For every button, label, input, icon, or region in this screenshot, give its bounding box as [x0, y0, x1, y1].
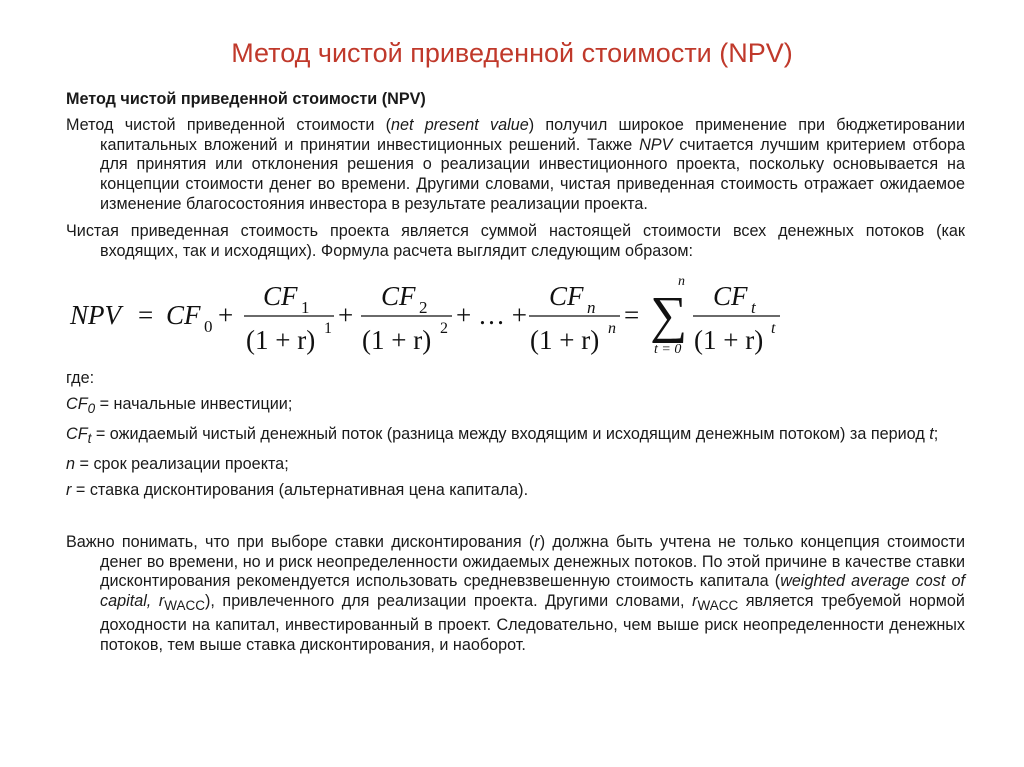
term-npv-english: net present value [391, 115, 529, 134]
npv-formula [66, 269, 965, 363]
symbol-r: r [692, 592, 698, 611]
exponent-t: t [771, 320, 776, 338]
cf0-symbol: CF [166, 300, 201, 331]
cf2-subscript: 2 [419, 298, 428, 318]
definition-text: ; [933, 425, 939, 444]
sum-upper-limit: n [678, 274, 685, 290]
symbol-t: t [929, 425, 934, 444]
symbol-r: r [534, 532, 540, 551]
sigma-icon: ∑ [650, 287, 688, 345]
content [66, 90, 965, 656]
denominator-2: (1 + r) [362, 325, 432, 356]
term-npv: NPV [639, 135, 673, 154]
definition-text: = срок реализации проекта; [75, 455, 289, 474]
where-label: где: [66, 369, 95, 388]
definition-text: = начальные инвестиции; [95, 395, 293, 414]
text-run: является требуемой нормой доходности на капитал, инвестированный в проект. Следовательно, чем выше риск неопределенности денежных потоков, тем выше ставка дисконтирования, и наоборот. [100, 592, 965, 655]
text-run: Важно понимать, что при выборе ставки дисконтирования ( [66, 532, 535, 551]
symbol-cf: CF [66, 425, 88, 444]
term-wacc-english: weighted average cost of capital, r [100, 572, 966, 611]
slide-title: Метод чистой приведенной стоимости (NPV) [231, 38, 793, 68]
cf0-subscript: 0 [204, 317, 213, 337]
symbol-n: n [66, 455, 76, 474]
cf1-numerator: CF [263, 281, 298, 312]
exponent-2: 2 [440, 320, 448, 338]
definition-text: = ставка дисконтирования (альтернативная цена капитала). [71, 481, 529, 500]
text-run: Метод чистой приведенной стоимости ( [66, 115, 392, 134]
definition-text: = ожидаемый чистый денежный поток (разница между входящим и исходящим денежным потоком) за период [91, 425, 930, 444]
definition-r [66, 481, 965, 501]
text-run: ) получил широкое применение при бюджетировании капитальных вложений и принятии инвестиционных решений. Также [100, 115, 965, 154]
denominator-n: (1 + r) [530, 325, 600, 356]
wacc-subscript: WACC [697, 598, 739, 614]
section-subtitle: Метод чистой приведенной стоимости (NPV) [66, 90, 426, 108]
cfn-subscript: n [587, 298, 596, 318]
wacc-subscript: WACC [164, 598, 205, 614]
text-run: ) должна быть учтена не только концепция стоимости денег во времени, но и риск неопределенности ожидаемых денежных потоков. По этой причине в качестве ставки дисконтирования рекомендуется использовать средневзвешенную стоимость капитала ( [100, 532, 965, 591]
exponent-n: n [608, 320, 616, 338]
paragraph-discount-rate [66, 533, 965, 656]
definition-cft [66, 425, 965, 449]
paragraph-intro [66, 116, 965, 215]
cf1-subscript: 1 [301, 298, 310, 318]
npv-symbol: NPV [70, 300, 121, 331]
formula-svg [66, 269, 965, 363]
text-run: считается лучшим критерием отбора для принятия или отклонения решения о реализации инвестиционного проекта, поскольку основывается на концепции стоимости денег во времени. Другими словами, чистая приведенная стоимость отражает ожидаемое изменение благосостояния инвестора в результате реализации проекта. [100, 135, 965, 213]
equals-sign: = [624, 300, 640, 331]
symbol-cf: CF [66, 395, 88, 414]
symbol-subscript: 0 [87, 401, 96, 417]
symbol-subscript: t [87, 431, 92, 447]
plus-sign: + [338, 300, 354, 331]
exponent-1: 1 [324, 320, 332, 338]
sum-lower-limit: t = 0 [654, 342, 682, 358]
paragraph-formula-intro: Чистая приведенная стоимость проекта является суммой настоящей стоимости всех денежных потоков (как входящих, так и исходящих). Формула расчета выглядит следующим образом: [66, 221, 965, 260]
equals-sign: = [138, 300, 154, 331]
denominator-1: (1 + r) [246, 325, 316, 356]
symbol-r: r [66, 481, 72, 500]
definition-n [66, 455, 965, 475]
denominator-t: (1 + r) [694, 325, 764, 356]
text-run: ), привлеченного для реализации проекта. Другими словами, [204, 592, 693, 611]
cft-subscript: t [751, 298, 756, 318]
cft-numerator: CF [713, 281, 748, 312]
plus-sign: + [218, 300, 234, 331]
definition-cf0 [66, 395, 965, 419]
cfn-numerator: CF [549, 281, 584, 312]
ellipsis: + … + [456, 300, 527, 331]
cf2-numerator: CF [381, 281, 416, 312]
